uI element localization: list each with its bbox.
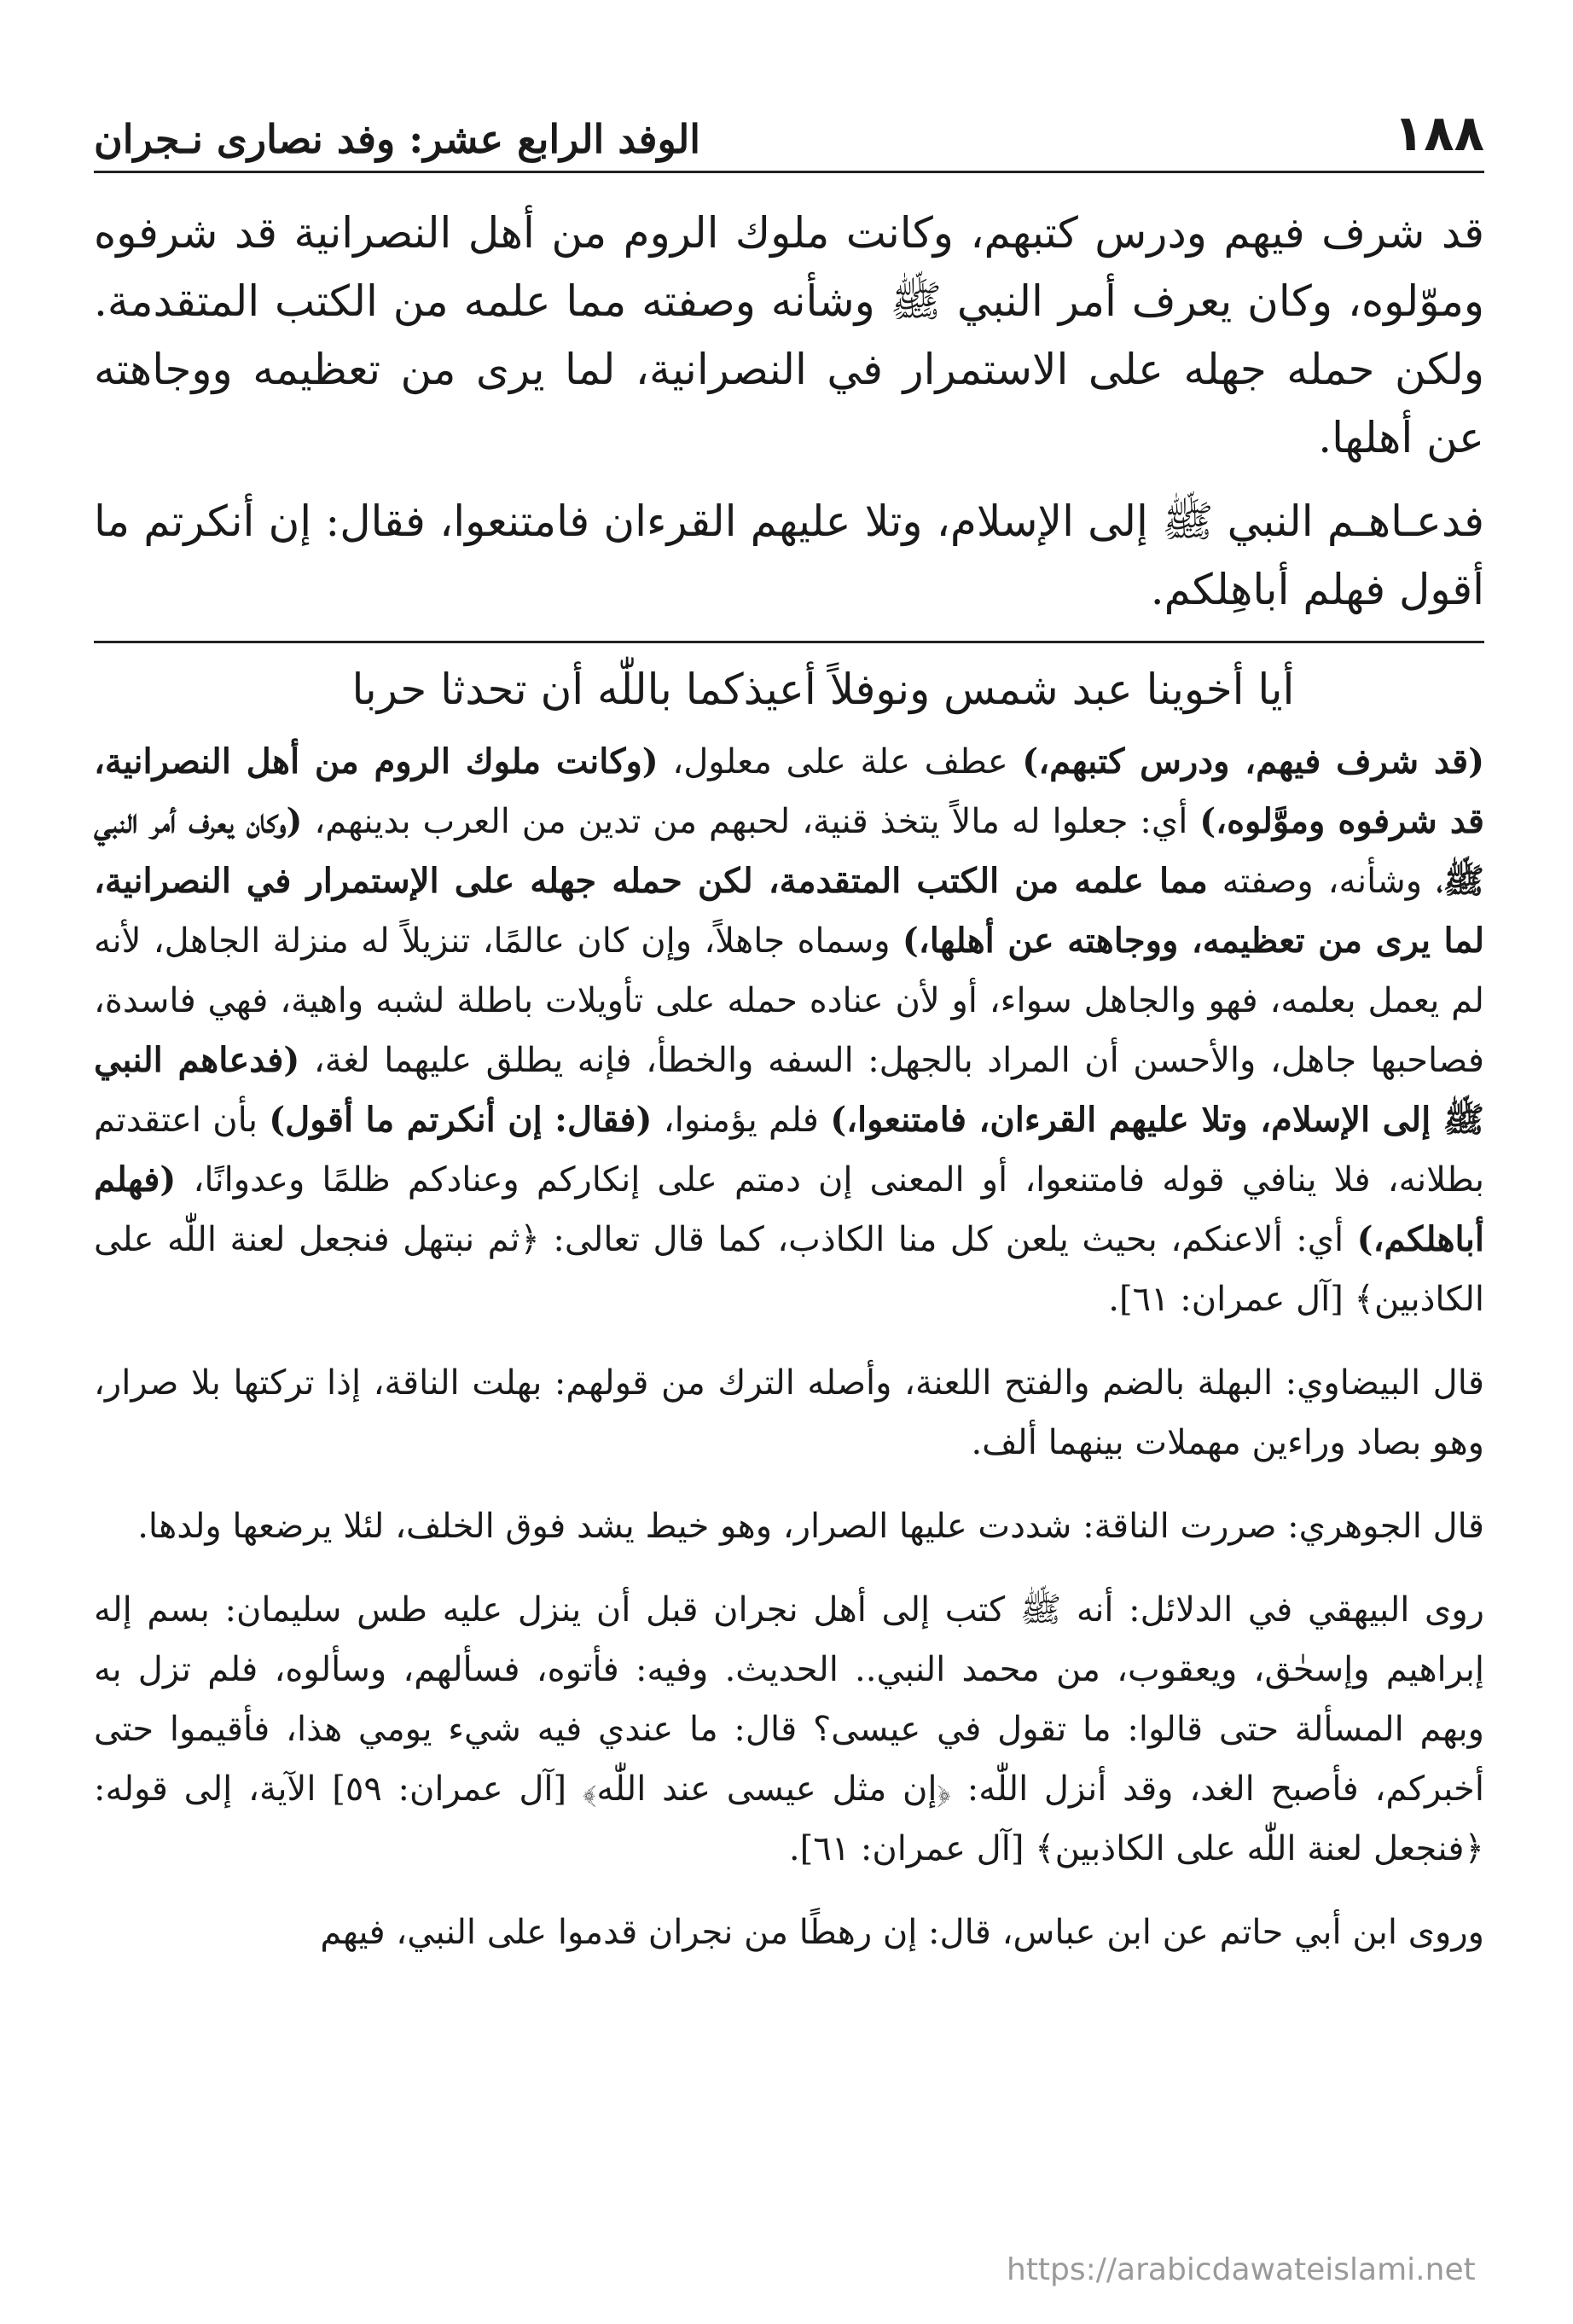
- quoted-text: مما علمه من الكتب المتقدمة، لكن حمله جهله على الإستمرار في النصرانية، لما يرى من تعظيمه، ووجاهته عن أهلها،): [94, 861, 1485, 961]
- quoted-text: (فهلم أباهلكم،): [94, 1159, 1484, 1259]
- quoted-text: (وكانت ملوك الروم من أهل النصرانية، قد شرفوه وموَّلوه،): [94, 741, 1484, 841]
- commentary-paragraph-5: وروى ابن أبي حاتم عن ابن عباس، قال: إن رهطًا من نجران قدموا على النبي، فيهم: [320, 1913, 1484, 1952]
- commentary: [94, 732, 1484, 1962]
- page-header: [94, 77, 1484, 173]
- explanation-text: عطف علة على معلول،: [658, 742, 1023, 781]
- text-divider: [94, 641, 1484, 643]
- explanation-text: أي: جعلوا له مالاً يتخذ قنية، لحبهم من تدين من العرب بدينهم،: [302, 802, 1200, 841]
- explanation-text: وسماه جاهلاً، وإن كان عالمًا، تنزيلاً له منزلة الجاهل، لأنه لم يعمل بعلمه، فهو والجاهل سواء، أو لأن عناده حمله على تأويلات باطلة لشبه واهية، فهي فاسدة، فصاحبها جاهل، والأحسن أن المراد بالجهل: السفه والخطأ، فإنه يطلق عليهما لغة،: [94, 921, 1484, 1080]
- explanation-text: أي: ألاعنكم، بحيث يلعن كل منا الكاذب، كما قال تعالى: ﴿ثم نبتهل فنجعل لعنة اللّٰه على الكاذبين﴾ [آل عمران: ٦١].: [94, 1220, 1484, 1319]
- main-paragraph-2: فدعـاهـم النبي ﷺ إلى الإسلام، وتلا عليهم القرءان فامتنعوا، فقال: إن أنكرتم ما أقول فهلم أباهِلكم.: [94, 497, 1484, 614]
- main-paragraph-1: قد شرف فيهم ودرس كتبهم، وكانت ملوك الروم من أهل النصرانية قد شرفوه وموّلوه، وكان يعرف أمر النبي ﷺ وشأنه وصفته مما علمه من الكتب المتقدمة. ولكن حمله جهله على الاستمرار في النصرانية، لما يرى من تعظيمه ووجاهته عن أهلها.: [94, 208, 1484, 462]
- explanation-text: وشأنه، وصفته: [1207, 862, 1437, 901]
- page-number: ١٨٨: [1393, 104, 1484, 162]
- explanation-text: فلم يؤمنوا،: [652, 1101, 831, 1140]
- commentary-paragraph-2: قال البيضاوي: البهلة بالضم والفتح اللعنة، وأصله الترك من قولهم: بهلت الناقة، إذا تركتها بلا صرار، وهو بصاد وراءين مهملات بينهما ألف.: [94, 1363, 1484, 1462]
- watermark-url: https://arabicdawateislami.net: [1007, 2252, 1476, 2287]
- quoted-text: (قد شرف فيهم، ودرس كتبهم،): [1022, 741, 1484, 781]
- quoted-text: (فقال: إن أنكرتم ما أقول): [269, 1100, 653, 1140]
- book-page: [94, 77, 1484, 1986]
- commentary-paragraph-1: [94, 732, 1484, 1329]
- main-text: [94, 199, 1484, 624]
- explanation-text: بأن اعتقدتم بطلانه، فلا ينافي قوله فامتنعوا، أو المعنى إن دمتم على إنكاركم وعنادكم ظلمًا وعدوانًا،: [94, 1101, 1484, 1200]
- commentary-paragraph-4: روى البيهقي في الدلائل: أنه ﷺ كتب إلى أهل نجران قبل أن ينزل عليه طس سليمان: بسم إله إبراهيم وإسحٰق، ويعقوب، من محمد النبي.. الحديث. وفيه: فأتوه، فسألهم، وسألوه، فلم تزل به وبهم المسألة حتى قالوا: ما تقول في عيسى؟ قال: ما عندي فيه شيء يومي هذا، فأقيموا حتى أخبركم، فأصبح الغد، وقد أنزل اللّٰه: ﴿إن مثل عيسى عند اللّٰه﴾ [آل عمران: ٥٩] الآية، إلى قوله: ﴿فنجعل لعنة اللّٰه على الكاذبين﴾ [آل عمران: ٦١].: [94, 1590, 1484, 1868]
- quoted-text: (وكان يعرف أمر النبي ﷺ،: [94, 801, 1484, 901]
- running-title: الوفد الرابع عشر: وفد نصارى نـجران: [94, 116, 701, 162]
- poetry-verse: أيا أخوينا عبد شمس ونوفلاً أعيذكما باللّٰه أن تحدثا حربا: [351, 665, 1295, 714]
- quoted-text: (فدعاهم النبي ﷺ إلى الإسلام، وتلا عليهم القرءان، فامتنعوا،): [94, 1040, 1485, 1140]
- commentary-paragraph-3: قال الجوهري: صررت الناقة: شددت عليها الصرار، وهو خيط يشد فوق الخلف، لئلا يرضعها ولدها.: [137, 1507, 1484, 1546]
